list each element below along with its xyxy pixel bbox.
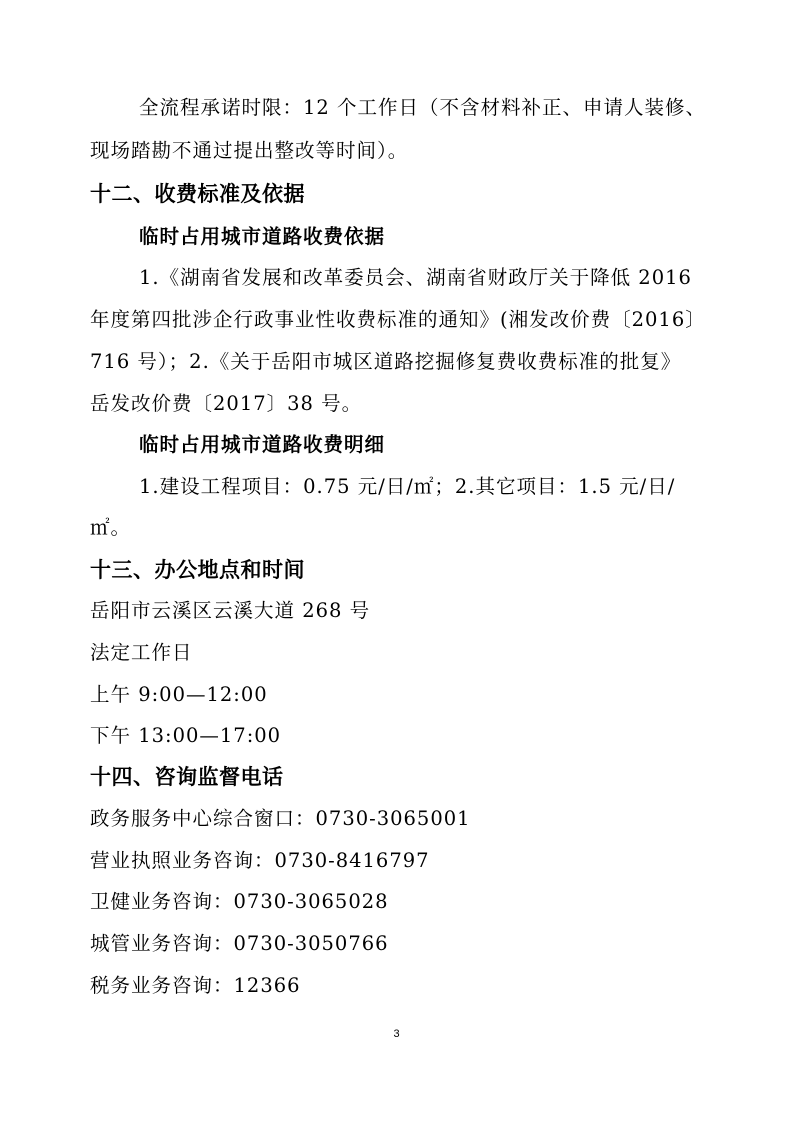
office-address: 岳阳市云溪区云溪大道 268 号 [90, 599, 371, 622]
timelimit-line-1: 全流程承诺时限：12 个工作日（不含材料补正、申请人装修、 [139, 96, 707, 119]
fee-basis-line: 岳发改价费〔2017〕38 号。 [90, 392, 363, 415]
fee-detail-line: ㎡。 [90, 516, 132, 539]
phone-line: 政务服务中心综合窗口：0730-3065001 [90, 807, 471, 830]
section-14-heading: 十四、咨询监督电话 [90, 765, 284, 789]
fee-detail-title: 临时占用城市道路收费明细 [139, 433, 386, 456]
timelimit-line-2: 现场踏勘不通过提出整改等时间）。 [90, 139, 409, 162]
fee-basis-line: 716 号）；2.《关于岳阳市城区道路挖掘修复费收费标准的批复》 [90, 350, 682, 373]
section-12-heading: 十二、收费标准及依据 [90, 182, 305, 206]
office-hours-morning: 上午 9:00—12:00 [90, 683, 268, 706]
section-13-heading: 十三、办公地点和时间 [90, 558, 305, 582]
office-workdays: 法定工作日 [90, 641, 193, 664]
office-hours-afternoon: 下午 13:00—17:00 [90, 724, 282, 747]
phone-line: 城管业务咨询：0730-3050766 [90, 932, 389, 955]
phone-line: 卫健业务咨询：0730-3065028 [90, 890, 389, 913]
page-number: 3 [393, 1028, 400, 1040]
phone-line: 税务业务咨询：12366 [90, 974, 301, 997]
phone-line: 营业执照业务咨询：0730-8416797 [90, 849, 430, 872]
fee-basis-title: 临时占用城市道路收费依据 [139, 225, 386, 248]
fee-detail-line: 1.建设工程项目：0.75 元/日/㎡；2.其它项目：1.5 元/日/ [139, 475, 676, 498]
fee-basis-line: 年度第四批涉企行政事业性收费标准的通知》(湘发改价费〔2016〕 [90, 308, 706, 331]
fee-basis-line: 1.《湖南省发展和改革委员会、湖南省财政厅关于降低 2016 [139, 266, 692, 289]
